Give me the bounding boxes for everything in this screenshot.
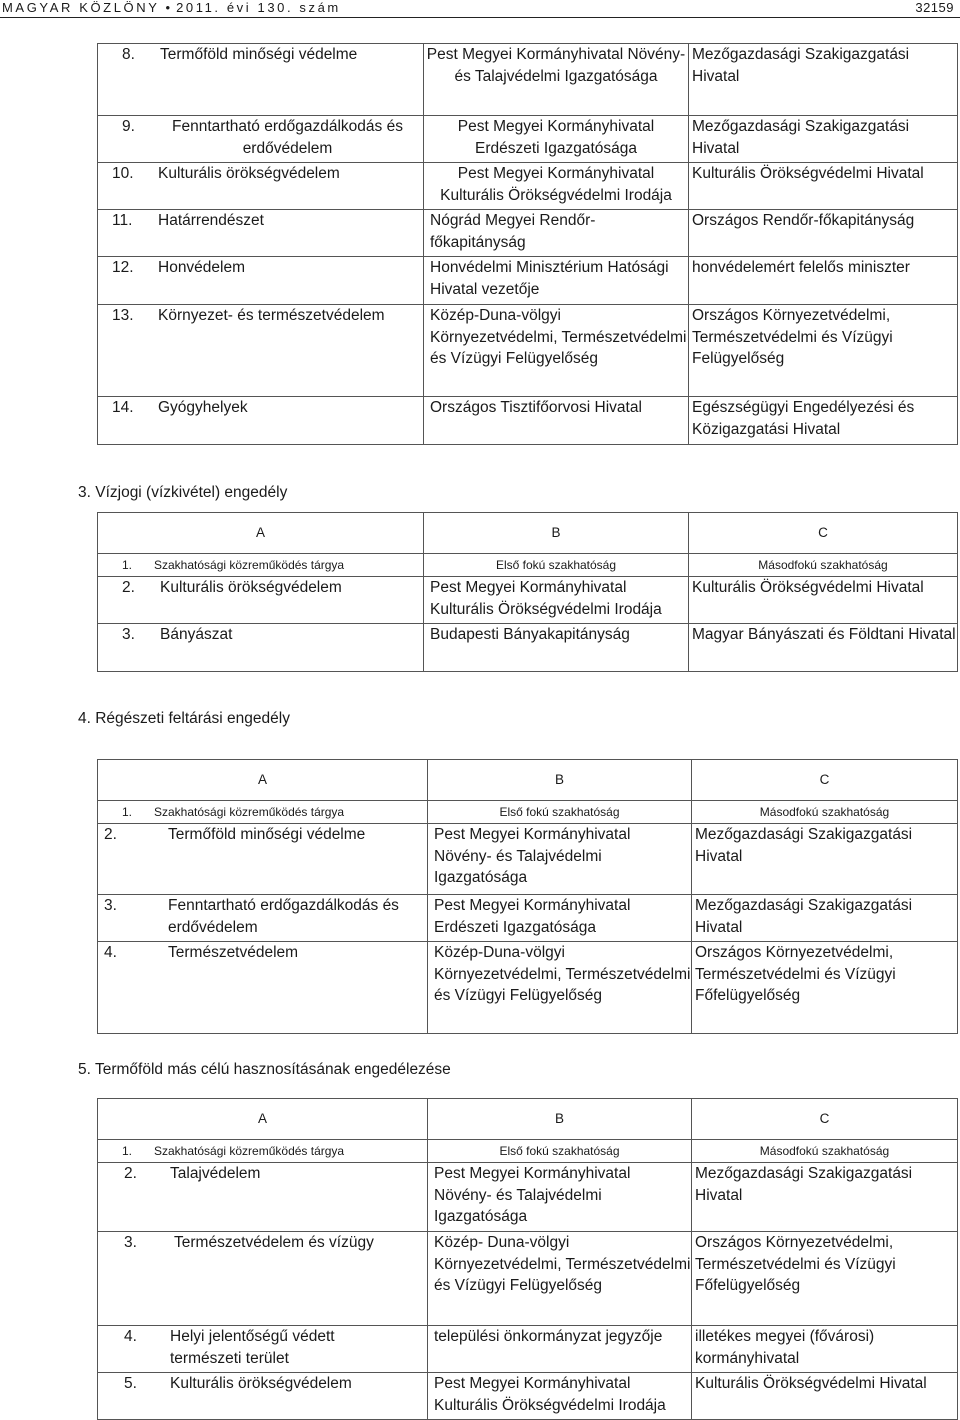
row-first-authority: Budapesti Bányakapitányság [424, 624, 689, 672]
row-first-authority: Pest Megyei Kormányhivatal Növény- és Talajvédelmi Igazgatósága [428, 824, 692, 895]
page-number: 32159 [915, 0, 954, 15]
col-letter-b: B [424, 513, 689, 554]
table-row [98, 305, 958, 397]
column-letters [98, 760, 958, 801]
table-continuation [97, 43, 958, 445]
col-letter-c: C [692, 760, 958, 801]
header-subject: 1. Szakhatósági közreműködés tárgya [98, 801, 428, 824]
table-row [98, 824, 958, 895]
table-row [98, 624, 958, 672]
header-first: Első fokú szakhatóság [424, 554, 689, 577]
journal-title: MAGYAR KÖZLÖNY [2, 0, 160, 15]
row-subject: 4. Természetvédelem [98, 942, 428, 1034]
row-first-authority: Országos Tisztifőorvosi Hivatal [424, 397, 689, 445]
row-second-authority: Kulturális Örökségvédelmi Hivatal [692, 1373, 958, 1420]
row-first-authority: Pest Megyei Kormányhivatal Kulturális Örökségvédelmi Irodája [424, 163, 689, 210]
col-letter-a: A [98, 1099, 428, 1140]
col-letter-b: B [428, 760, 692, 801]
table-regeszeti [97, 759, 958, 1034]
row-subject: 2. Talajvédelem [98, 1163, 428, 1232]
row-subject: 3. Bányászat [98, 624, 424, 672]
col-letter-c: C [689, 513, 958, 554]
col-letter-a: A [98, 760, 428, 801]
header-row [98, 554, 958, 577]
row-second-authority: Mezőgazdasági Szakigazgatási Hivatal [692, 1163, 958, 1232]
header-first: Első fokú szakhatóság [428, 801, 692, 824]
header-second: Másodfokú szakhatóság [689, 554, 958, 577]
row-second-authority: Kulturális Örökségvédelmi Hivatal [689, 163, 958, 210]
row-second-authority: Magyar Bányászati és Földtani Hivatal [689, 624, 958, 672]
row-first-authority: Közép- Duna-völgyi Környezetvédelmi, Természetvédelmi és Vízügyi Felügyelőség [428, 1232, 692, 1326]
section-title-termofold: 5. Termőföld más célú hasznosításának engedélezése [78, 1061, 451, 1078]
table-row [98, 577, 958, 624]
column-letters [98, 1099, 958, 1140]
header-rule [0, 17, 960, 18]
row-second-authority: Országos Rendőr-főkapitányság [689, 210, 958, 257]
row-subject: 8. Termőföld minőségi védelme [98, 44, 424, 116]
journal-header [2, 0, 341, 15]
row-second-authority: Kulturális Örökségvédelmi Hivatal [689, 577, 958, 624]
row-first-authority: Pest Megyei Kormányhivatal Növény- és Talajvédelmi Igazgatósága [428, 1163, 692, 1232]
row-first-authority: Pest Megyei Kormányhivatal Növény- és Talajvédelmi Igazgatósága [424, 44, 689, 116]
table-row [98, 1373, 958, 1420]
issue-label: 2011. évi 130. szám [176, 0, 341, 15]
row-second-authority: Mezőgazdasági Szakigazgatási Hivatal [689, 44, 958, 116]
section-title-vizjogi: 3. Vízjogi (vízkivétel) engedély [78, 484, 288, 501]
row-first-authority: Pest Megyei Kormányhivatal Kulturális Örökségvédelmi Irodája [424, 577, 689, 624]
section-title-regeszeti: 4. Régészeti feltárási engedély [78, 710, 290, 727]
row-second-authority: Országos Környezetvédelmi, Természetvédelmi és Vízügyi Főfelügyelőség [692, 1232, 958, 1326]
table-row [98, 1163, 958, 1232]
table-row [98, 210, 958, 257]
row-second-authority: honvédelemért felelős miniszter [689, 257, 958, 305]
header-row [98, 801, 958, 824]
row-first-authority: Pest Megyei Kormányhivatal Erdészeti Igazgatósága [428, 895, 692, 942]
column-letters [98, 513, 958, 554]
header-second: Másodfokú szakhatóság [692, 1140, 958, 1163]
row-second-authority: Országos Környezetvédelmi, Természetvédelmi és Vízügyi Főfelügyelőség [692, 942, 958, 1034]
table-termofold [97, 1098, 958, 1420]
header-second: Másodfokú szakhatóság [692, 801, 958, 824]
row-second-authority: Országos Környezetvédelmi, Természetvédelmi és Vízügyi Felügyelőség [689, 305, 958, 397]
row-subject: 12. Honvédelem [98, 257, 424, 305]
row-subject: 11. Határrendészet [98, 210, 424, 257]
table-row [98, 1232, 958, 1326]
row-first-authority: Pest Megyei Kormányhivatal Erdészeti Igazgatósága [424, 116, 689, 163]
table-row [98, 257, 958, 305]
row-subject: 5. Kulturális örökségvédelem [98, 1373, 428, 1420]
row-second-authority: Egészségügyi Engedélyezési és Közigazgatási Hivatal [689, 397, 958, 445]
table-row [98, 44, 958, 116]
table-row [98, 895, 958, 942]
row-subject: 3. Természetvédelem és vízügy [98, 1232, 428, 1326]
header-row [98, 1140, 958, 1163]
row-subject: 9. Fenntartható erdőgazdálkodás és erdővédelem [98, 116, 424, 163]
col-letter-a: A [98, 513, 424, 554]
table-row [98, 116, 958, 163]
table-row [98, 163, 958, 210]
row-first-authority: Nógrád Megyei Rendőr-főkapitányság [424, 210, 689, 257]
row-second-authority: Mezőgazdasági Szakigazgatási Hivatal [689, 116, 958, 163]
row-first-authority: Pest Megyei Kormányhivatal Kulturális Örökségvédelmi Irodája [428, 1373, 692, 1420]
row-subject: 13. Környezet- és természetvédelem [98, 305, 424, 397]
col-letter-c: C [692, 1099, 958, 1140]
header-subject: 1. Szakhatósági közreműködés tárgya [98, 1140, 428, 1163]
table-vizjogi [97, 512, 958, 672]
row-first-authority: Honvédelmi Minisztérium Hatósági Hivatal vezetője [424, 257, 689, 305]
row-second-authority: Mezőgazdasági Szakigazgatási Hivatal [692, 895, 958, 942]
row-first-authority: települési önkormányzat jegyzője [428, 1326, 692, 1373]
row-second-authority: Mezőgazdasági Szakigazgatási Hivatal [692, 824, 958, 895]
table-row [98, 1326, 958, 1373]
header-subject: 1. Szakhatósági közreműködés tárgya [98, 554, 424, 577]
row-second-authority: illetékes megyei (fővárosi) kormányhivatal [692, 1326, 958, 1373]
header-first: Első fokú szakhatóság [428, 1140, 692, 1163]
row-subject: 4. Helyi jelentőségű védett természeti terület [98, 1326, 428, 1373]
row-subject: 2. Kulturális örökségvédelem [98, 577, 424, 624]
row-first-authority: Közép-Duna-völgyi Környezetvédelmi, Természetvédelmi és Vízügyi Felügyelőség [428, 942, 692, 1034]
row-subject: 2. Termőföld minőségi védelme [98, 824, 428, 895]
bullet-separator: • [165, 0, 171, 15]
col-letter-b: B [428, 1099, 692, 1140]
page-header [0, 0, 960, 18]
row-subject: 3. Fenntartható erdőgazdálkodás és erdővédelem [98, 895, 428, 942]
row-subject: 14. Gyógyhelyek [98, 397, 424, 445]
row-first-authority: Közép-Duna-völgyi Környezetvédelmi, Természetvédelmi és Vízügyi Felügyelőség [424, 305, 689, 397]
table-row [98, 942, 958, 1034]
table-row [98, 397, 958, 445]
row-subject: 10. Kulturális örökségvédelem [98, 163, 424, 210]
